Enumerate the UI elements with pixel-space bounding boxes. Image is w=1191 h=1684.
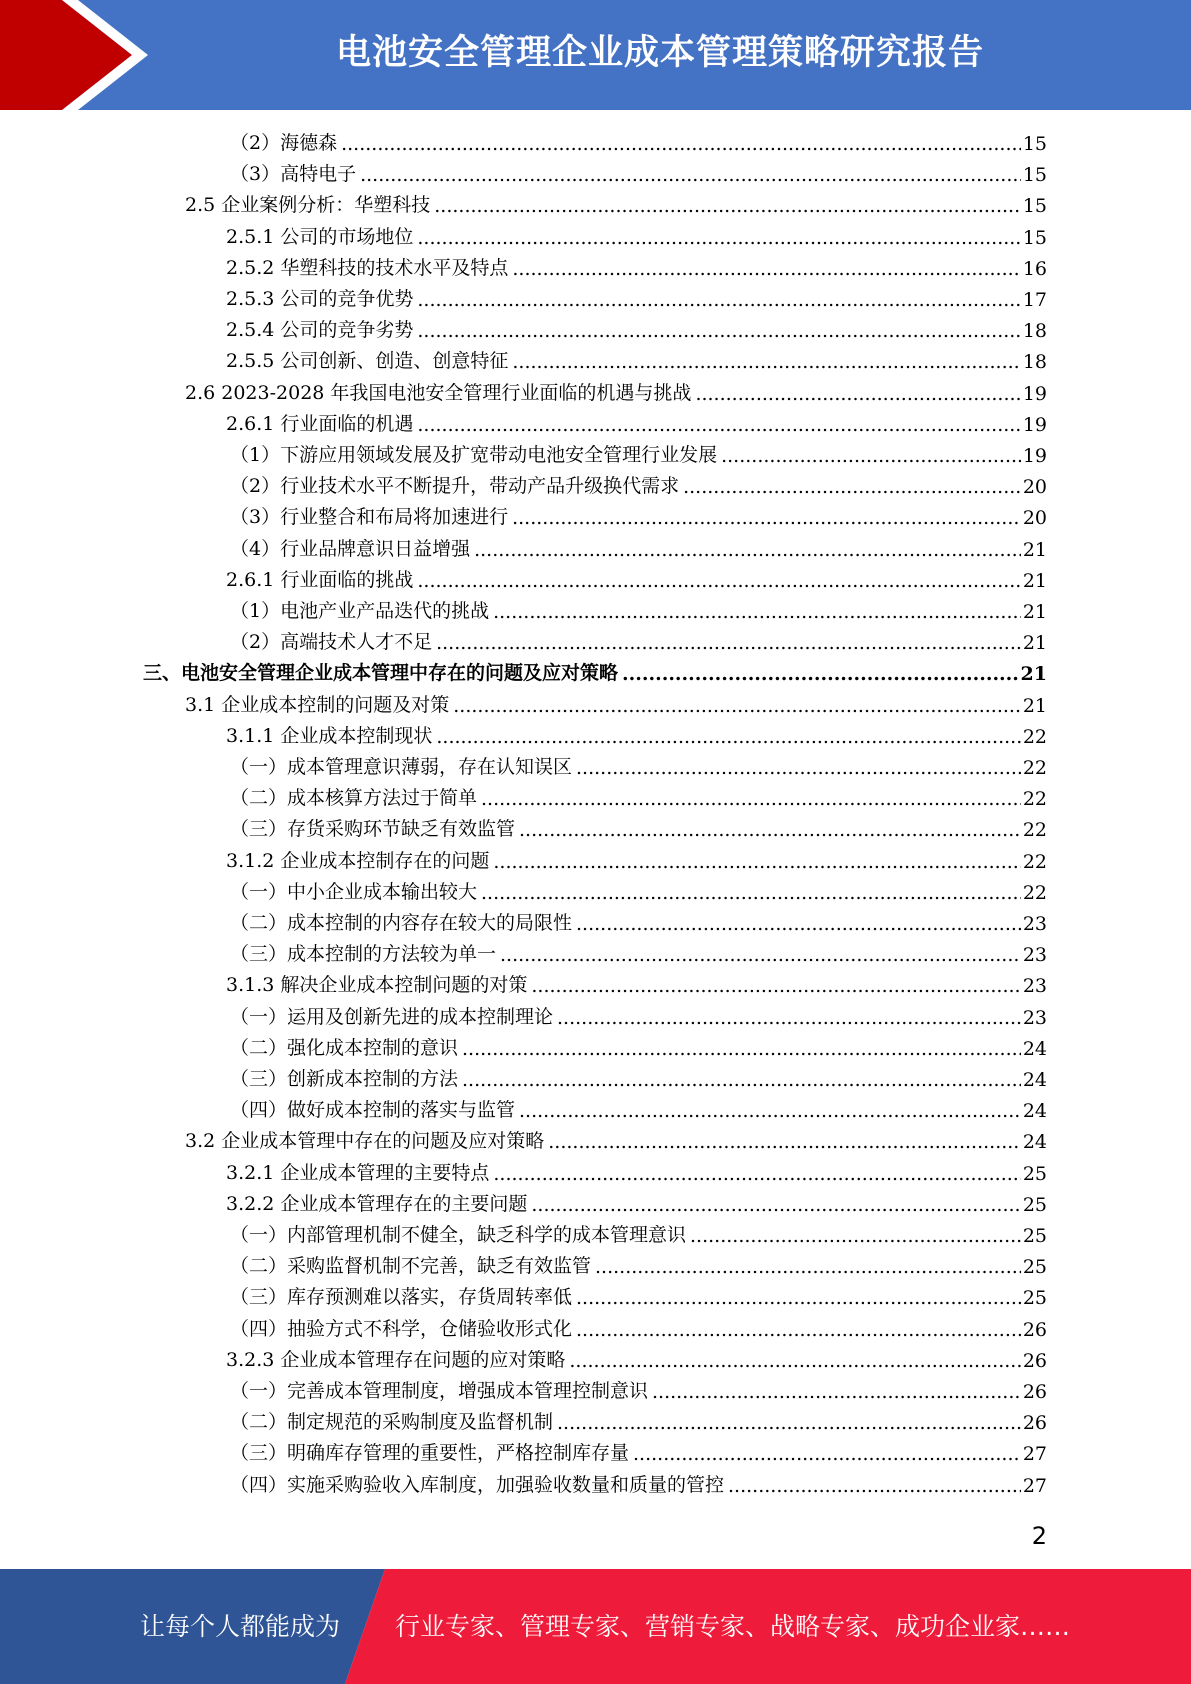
toc-leader-dots bbox=[436, 632, 1021, 654]
toc-leader-dots bbox=[690, 1225, 1021, 1247]
toc-leader-dots bbox=[512, 258, 1020, 280]
toc-entry-page: 17 bbox=[1022, 289, 1047, 311]
toc-entry-page: 21 bbox=[1022, 570, 1047, 592]
toc-entry[interactable] bbox=[230, 1094, 1047, 1122]
toc-entry-title: 2.5.1 公司的市场地位 bbox=[226, 226, 414, 248]
toc-entry-page: 25 bbox=[1022, 1194, 1047, 1216]
toc-entry[interactable] bbox=[226, 564, 1047, 592]
toc-leader-dots bbox=[481, 882, 1021, 904]
toc-entry[interactable] bbox=[230, 158, 1047, 186]
toc-entry-title: 2.5.5 公司创新、创造、创意特征 bbox=[226, 350, 509, 372]
toc-entry-page: 22 bbox=[1022, 882, 1047, 904]
toc-entry[interactable] bbox=[230, 1219, 1047, 1247]
toc-leader-dots bbox=[493, 1163, 1020, 1185]
toc-entry-title: 2.6.1 行业面临的挑战 bbox=[226, 569, 414, 591]
toc-entry-title: （三）明确库存管理的重要性，严格控制库存量 bbox=[230, 1442, 630, 1464]
toc-entry[interactable] bbox=[226, 345, 1047, 373]
toc-entry-page: 18 bbox=[1022, 351, 1047, 373]
page-footer bbox=[0, 1569, 1191, 1684]
toc-leader-dots bbox=[576, 1287, 1021, 1309]
toc-entry[interactable] bbox=[230, 1437, 1047, 1465]
toc-entry-title: （一）中小企业成本输出较大 bbox=[230, 881, 478, 903]
page-number: 2 bbox=[1031, 1522, 1047, 1550]
toc-entry-page: 15 bbox=[1022, 164, 1047, 186]
toc-entry[interactable] bbox=[230, 1250, 1047, 1278]
toc-leader-dots bbox=[417, 570, 1020, 592]
toc-entry[interactable] bbox=[230, 470, 1047, 498]
toc-entry[interactable] bbox=[230, 751, 1047, 779]
toc-leader-dots bbox=[417, 289, 1020, 311]
toc-leader-dots bbox=[595, 1256, 1021, 1278]
toc-entry[interactable] bbox=[230, 1469, 1047, 1497]
toc-entry-page: 19 bbox=[1022, 383, 1047, 405]
toc-leader-dots bbox=[512, 507, 1021, 529]
toc-entry-page: 26 bbox=[1022, 1350, 1047, 1372]
toc-entry-page: 25 bbox=[1022, 1225, 1047, 1247]
toc-entry-page: 20 bbox=[1022, 507, 1047, 529]
toc-entry[interactable] bbox=[226, 1157, 1047, 1185]
toc-entry-title: 3.2.3 企业成本管理存在问题的应对策略 bbox=[226, 1349, 566, 1371]
toc-entry-page: 18 bbox=[1022, 320, 1047, 342]
toc-leader-dots bbox=[493, 601, 1021, 623]
toc-leader-dots bbox=[434, 195, 1021, 217]
toc-entry-title: 3.1.1 企业成本控制现状 bbox=[226, 725, 433, 747]
toc-entry[interactable] bbox=[230, 938, 1047, 966]
toc-entry[interactable] bbox=[143, 657, 1047, 685]
toc-entry-page: 25 bbox=[1022, 1256, 1047, 1278]
toc-entry-title: （一）完善成本管理制度，增强成本管理控制意识 bbox=[230, 1380, 649, 1402]
toc-entry-title: （1）电池产业产品迭代的挑战 bbox=[230, 600, 490, 622]
toc-entry-title: 3.1.2 企业成本控制存在的问题 bbox=[226, 850, 490, 872]
toc-leader-dots bbox=[462, 1038, 1021, 1060]
toc-leader-dots bbox=[436, 726, 1020, 748]
toc-entry-page: 21 bbox=[1020, 663, 1047, 685]
toc-leader-dots bbox=[341, 133, 1021, 155]
toc-entry-page: 25 bbox=[1022, 1287, 1047, 1309]
toc-entry[interactable] bbox=[226, 408, 1047, 436]
toc-entry-title: （四）实施采购验收入库制度，加强验收数量和质量的管控 bbox=[230, 1474, 725, 1496]
toc-entry-page: 26 bbox=[1022, 1381, 1047, 1403]
toc-entry-page: 22 bbox=[1022, 788, 1047, 810]
toc-entry-page: 24 bbox=[1022, 1131, 1047, 1153]
footer-slogan-right: 行业专家、管理专家、营销专家、战略专家、成功企业家…… bbox=[395, 1612, 1071, 1641]
toc-entry-title: （3）高特电子 bbox=[230, 163, 357, 185]
toc-entry-page: 27 bbox=[1022, 1443, 1047, 1465]
toc-leader-dots bbox=[622, 663, 1019, 685]
toc-entry-page: 23 bbox=[1022, 975, 1047, 997]
toc-entry[interactable] bbox=[230, 876, 1047, 904]
toc-leader-dots bbox=[519, 819, 1021, 841]
toc-entry[interactable] bbox=[185, 1125, 1047, 1153]
toc-entry[interactable] bbox=[226, 221, 1047, 249]
toc-entry-title: （三）库存预测难以落实，存货周转率低 bbox=[230, 1286, 573, 1308]
toc-entry-page: 16 bbox=[1022, 258, 1047, 280]
toc-entry-title: （二）成本核算方法过于简单 bbox=[230, 787, 478, 809]
toc-entry-title: （一）内部管理机制不健全，缺乏科学的成本管理意识 bbox=[230, 1224, 687, 1246]
toc-entry-title: （2）海德森 bbox=[230, 132, 338, 154]
toc-entry-page: 22 bbox=[1022, 819, 1047, 841]
toc-entry-page: 15 bbox=[1022, 133, 1047, 155]
toc-entry-title: （二）制定规范的采购制度及监督机制 bbox=[230, 1411, 554, 1433]
toc-entry-page: 24 bbox=[1022, 1069, 1047, 1091]
toc-entry-title: （1）下游应用领域发展及扩宽带动电池安全管理行业发展 bbox=[230, 444, 718, 466]
toc-entry-title: （四）做好成本控制的落实与监管 bbox=[230, 1099, 516, 1121]
toc-entry[interactable] bbox=[185, 689, 1047, 717]
toc-entry[interactable] bbox=[230, 1375, 1047, 1403]
toc-entry-title: 2.6 2023-2028 年我国电池安全管理行业面临的机遇与挑战 bbox=[185, 382, 692, 404]
toc-leader-dots bbox=[417, 414, 1020, 436]
toc-entry-page: 22 bbox=[1022, 851, 1047, 873]
toc-entry-page: 23 bbox=[1022, 1007, 1047, 1029]
toc-leader-dots bbox=[512, 351, 1020, 373]
toc-entry-page: 19 bbox=[1022, 414, 1047, 436]
toc-entry-title: 3.1.3 解决企业成本控制问题的对策 bbox=[226, 974, 528, 996]
toc-entry[interactable] bbox=[230, 782, 1047, 810]
toc-entry-page: 15 bbox=[1022, 227, 1047, 249]
toc-entry-title: 2.6.1 行业面临的机遇 bbox=[226, 413, 414, 435]
toc-leader-dots bbox=[569, 1350, 1020, 1372]
toc-entry-title: （2）行业技术水平不断提升，带动产品升级换代需求 bbox=[230, 475, 680, 497]
toc-entry-page: 25 bbox=[1022, 1163, 1047, 1185]
toc-leader-dots bbox=[633, 1443, 1021, 1465]
toc-entry-title: 三、电池安全管理企业成本管理中存在的问题及应对策略 bbox=[143, 662, 619, 684]
toc-entry-page: 15 bbox=[1022, 195, 1047, 217]
toc-leader-dots bbox=[695, 383, 1020, 405]
toc-entry-title: （3）行业整合和布局将加速进行 bbox=[230, 506, 509, 528]
toc-entry[interactable] bbox=[226, 252, 1047, 280]
toc-leader-dots bbox=[531, 975, 1020, 997]
toc-entry-page: 21 bbox=[1022, 695, 1047, 717]
page-header bbox=[0, 0, 1191, 110]
toc-entry[interactable] bbox=[230, 439, 1047, 467]
toc-entry-title: 3.2.2 企业成本管理存在的主要问题 bbox=[226, 1193, 528, 1215]
toc-entry-title: （二）强化成本控制的意识 bbox=[230, 1037, 459, 1059]
toc-entry[interactable] bbox=[185, 377, 1047, 405]
toc-entry[interactable] bbox=[226, 314, 1047, 342]
toc-entry[interactable] bbox=[230, 127, 1047, 155]
header-arrow-decoration bbox=[0, 0, 160, 110]
toc-entry-page: 21 bbox=[1022, 632, 1047, 654]
toc-entry[interactable] bbox=[226, 969, 1047, 997]
toc-entry[interactable] bbox=[230, 1281, 1047, 1309]
toc-entry-title: （三）成本控制的方法较为单一 bbox=[230, 943, 497, 965]
toc-leader-dots bbox=[548, 1131, 1021, 1153]
toc-entry[interactable] bbox=[230, 1063, 1047, 1091]
toc-entry[interactable] bbox=[230, 595, 1047, 623]
toc-leader-dots bbox=[417, 227, 1020, 249]
toc-leader-dots bbox=[728, 1475, 1021, 1497]
toc-entry-title: （四）抽验方式不科学，仓储验收形式化 bbox=[230, 1318, 573, 1340]
toc-entry[interactable] bbox=[230, 626, 1047, 654]
toc-leader-dots bbox=[462, 1069, 1021, 1091]
toc-leader-dots bbox=[481, 788, 1021, 810]
toc-leader-dots bbox=[557, 1412, 1021, 1434]
toc-leader-dots bbox=[417, 320, 1020, 342]
toc-entry-title: 2.5.4 公司的竞争劣势 bbox=[226, 319, 414, 341]
toc-entry-title: 3.1 企业成本控制的问题及对策 bbox=[185, 694, 450, 716]
toc-leader-dots bbox=[576, 757, 1021, 779]
toc-leader-dots bbox=[453, 695, 1021, 717]
toc-entry-page: 19 bbox=[1022, 445, 1047, 467]
toc-entry-title: （一）运用及创新先进的成本控制理论 bbox=[230, 1006, 554, 1028]
toc-leader-dots bbox=[360, 164, 1021, 186]
toc-leader-dots bbox=[652, 1381, 1021, 1403]
toc-entry-title: （二）成本控制的内容存在较大的局限性 bbox=[230, 912, 573, 934]
toc-leader-dots bbox=[576, 913, 1021, 935]
toc-leader-dots bbox=[474, 539, 1021, 561]
toc-entry[interactable] bbox=[226, 720, 1047, 748]
toc-leader-dots bbox=[557, 1007, 1021, 1029]
toc-entry[interactable] bbox=[230, 1032, 1047, 1060]
toc-entry-page: 26 bbox=[1022, 1319, 1047, 1341]
toc-leader-dots bbox=[683, 476, 1021, 498]
toc-leader-dots bbox=[493, 851, 1020, 873]
toc-entry-title: （2）高端技术人才不足 bbox=[230, 631, 433, 653]
toc-entry-page: 22 bbox=[1022, 726, 1047, 748]
toc-entry-page: 21 bbox=[1022, 539, 1047, 561]
toc-leader-dots bbox=[519, 1100, 1021, 1122]
toc-entry-title: （二）采购监督机制不完善，缺乏有效监管 bbox=[230, 1255, 592, 1277]
toc-entry[interactable] bbox=[230, 533, 1047, 561]
toc-entry-page: 27 bbox=[1022, 1475, 1047, 1497]
toc-entry-page: 22 bbox=[1022, 757, 1047, 779]
toc-entry-title: 2.5.2 华塑科技的技术水平及特点 bbox=[226, 257, 509, 279]
toc-entry[interactable] bbox=[226, 1188, 1047, 1216]
toc-entry[interactable] bbox=[230, 501, 1047, 529]
toc-entry[interactable] bbox=[230, 1406, 1047, 1434]
toc-entry-title: （一）成本管理意识薄弱，存在认知误区 bbox=[230, 756, 573, 778]
toc-entry-page: 23 bbox=[1022, 944, 1047, 966]
toc-entry[interactable] bbox=[185, 189, 1047, 217]
toc-entry[interactable] bbox=[226, 1344, 1047, 1372]
toc-leader-dots bbox=[576, 1319, 1021, 1341]
toc-entry-title: （三）创新成本控制的方法 bbox=[230, 1068, 459, 1090]
toc-entry-page: 20 bbox=[1022, 476, 1047, 498]
toc-leader-dots bbox=[721, 445, 1021, 467]
toc-entry-title: 2.5.3 公司的竞争优势 bbox=[226, 288, 414, 310]
toc-entry[interactable] bbox=[226, 283, 1047, 311]
toc-entry[interactable] bbox=[230, 1001, 1047, 1029]
toc-entry-title: 3.2 企业成本管理中存在的问题及应对策略 bbox=[185, 1130, 545, 1152]
toc-leader-dots bbox=[500, 944, 1021, 966]
toc-entry-page: 26 bbox=[1022, 1412, 1047, 1434]
toc-entry[interactable] bbox=[230, 813, 1047, 841]
toc-entry[interactable] bbox=[230, 1313, 1047, 1341]
toc-entry-title: 2.5 企业案例分析：华塑科技 bbox=[185, 194, 431, 216]
toc-entry-title: （4）行业品牌意识日益增强 bbox=[230, 538, 471, 560]
toc-entry-page: 23 bbox=[1022, 913, 1047, 935]
toc-entry-page: 24 bbox=[1022, 1038, 1047, 1060]
report-title: 电池安全管理企业成本管理策略研究报告 bbox=[335, 33, 984, 73]
toc-entry-title: （三）存货采购环节缺乏有效监管 bbox=[230, 818, 516, 840]
toc-entry-page: 21 bbox=[1022, 601, 1047, 623]
toc-entry-title: 3.2.1 企业成本管理的主要特点 bbox=[226, 1162, 490, 1184]
toc-entry-page: 24 bbox=[1022, 1100, 1047, 1122]
toc-entry[interactable] bbox=[226, 845, 1047, 873]
toc-leader-dots bbox=[531, 1194, 1020, 1216]
footer-slogan-left: 让每个人都能成为 bbox=[140, 1612, 341, 1641]
toc-entry[interactable] bbox=[230, 907, 1047, 935]
